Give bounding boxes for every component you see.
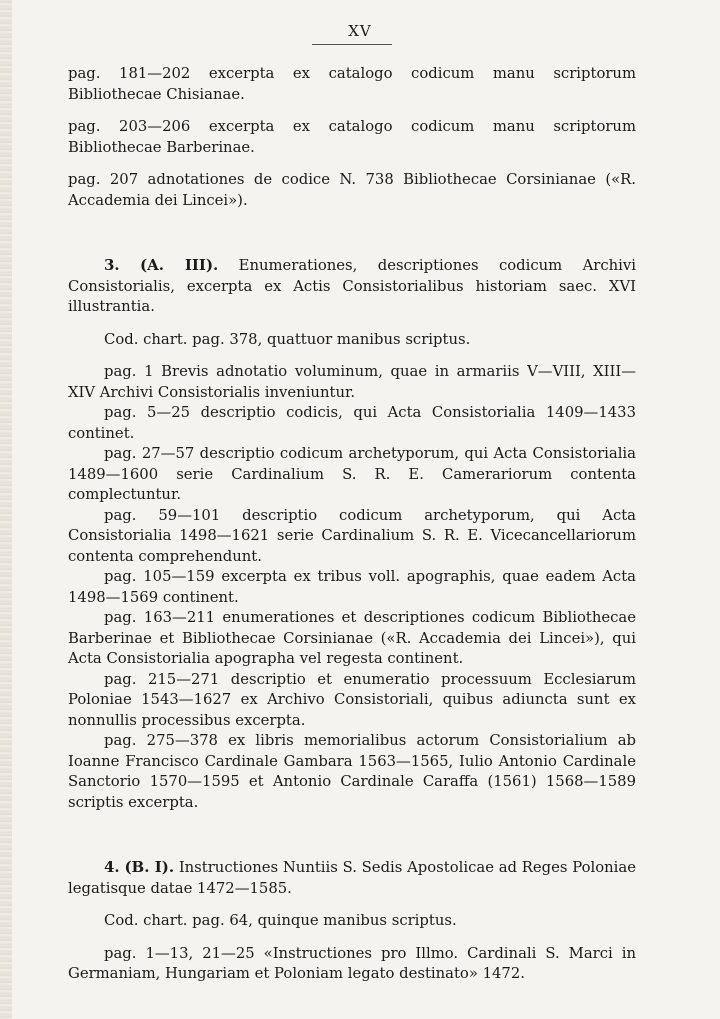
section-3-item: pag. 163—211 enumerationes et descriptiones codicum Bibliothecae Barberinae et Bibliothecae Corsinianae («R. Accademia dei Lincei»), qui Acta Consistorialia apographa vel regesta continent. bbox=[68, 609, 636, 667]
section-3-item: pag. 215—271 descriptio et enumeratio processuum Ecclesiarum Poloniae 1543—1627 ex Archivo Consistoriali, quibus adiuncta sunt ex nonnullis processibus excerpta. bbox=[68, 670, 636, 729]
section-4-code: (B. I). bbox=[124, 858, 175, 876]
section-4-title: Instructiones Nuntiis S. Sedis Apostolicae ad Reges Poloniae legatisque datae 1472—1585. bbox=[68, 859, 636, 897]
section-3-item: pag. 27—57 descriptio codicum archetyporum, qui Acta Consistorialia 1489—1600 serie Cardinalium S. R. E. Camerariorum contenta complectuntur. bbox=[68, 445, 636, 503]
section-4-heading bbox=[68, 857, 636, 899]
section-3-code: (A. III). bbox=[140, 256, 219, 274]
section-3-item: pag. 5—25 descriptio codicis, qui Acta Consistorialia 1409—1433 continet. bbox=[68, 404, 636, 442]
section-3-item: pag. 1 Brevis adnotatio voluminum, quae in armariis V—VIII, XIII—XIV Archivi Consistorialis inveniuntur. bbox=[68, 363, 636, 401]
section-3-item: pag. 59—101 descriptio codicum archetyporum, qui Acta Consistorialia 1498—1621 serie Cardinalium S. R. E. Vicecancellariorum contenta comprehendunt. bbox=[68, 506, 636, 565]
section-4-codex: Cod. chart. pag. 64, quinque manibus scriptus. bbox=[104, 912, 457, 929]
section-3-heading bbox=[68, 255, 636, 318]
section-3-title: Enumerationes, descriptiones codicum Archivi Consistorialis, excerpta ex Actis Consistorialibus historiam saec. XVI illustrantia. bbox=[68, 257, 636, 315]
section-3-item: pag. 275—378 ex libris memorialibus actorum Consistorialium ab Ioanne Francisco Cardinale Gambara 1563—1565, Iulio Antonio Cardinale Sanctorio 1570—1595 et Antonio Cardinale Caraffa (1561) 1568—1589 scriptis excerpta. bbox=[68, 732, 636, 811]
page-number: XV bbox=[348, 22, 372, 40]
intro-paragraph: pag. 207 adnotationes de codice N. 738 Bibliothecae Corsinianae («R. Accademia dei Lincei»). bbox=[68, 171, 636, 209]
section-3-number: 3. bbox=[104, 256, 120, 274]
section-4-item: pag. 1—13, 21—25 «Instructiones pro Illmo. Cardinali S. Marci in Germaniam, Hungariam et Poloniam legato destinato» 1472. bbox=[68, 944, 636, 982]
section-4-number: 4. bbox=[104, 858, 120, 876]
section-3-codex: Cod. chart. pag. 378, quattuor manibus scriptus. bbox=[104, 330, 471, 348]
page-number-rule bbox=[312, 44, 392, 45]
intro-paragraph: pag. 203—206 excerpta ex catalogo codicum manu scriptorum Bibliothecae Barberinae. bbox=[68, 118, 636, 156]
section-3-item: pag. 105—159 excerpta ex tribus voll. apographis, quae eadem Acta 1498—1569 continent. bbox=[68, 568, 636, 606]
page-edge bbox=[0, 0, 12, 1019]
page-body bbox=[68, 64, 636, 985]
intro-paragraph: pag. 181—202 excerpta ex catalogo codicum manu scriptorum Bibliothecae Chisianae. bbox=[68, 65, 636, 103]
